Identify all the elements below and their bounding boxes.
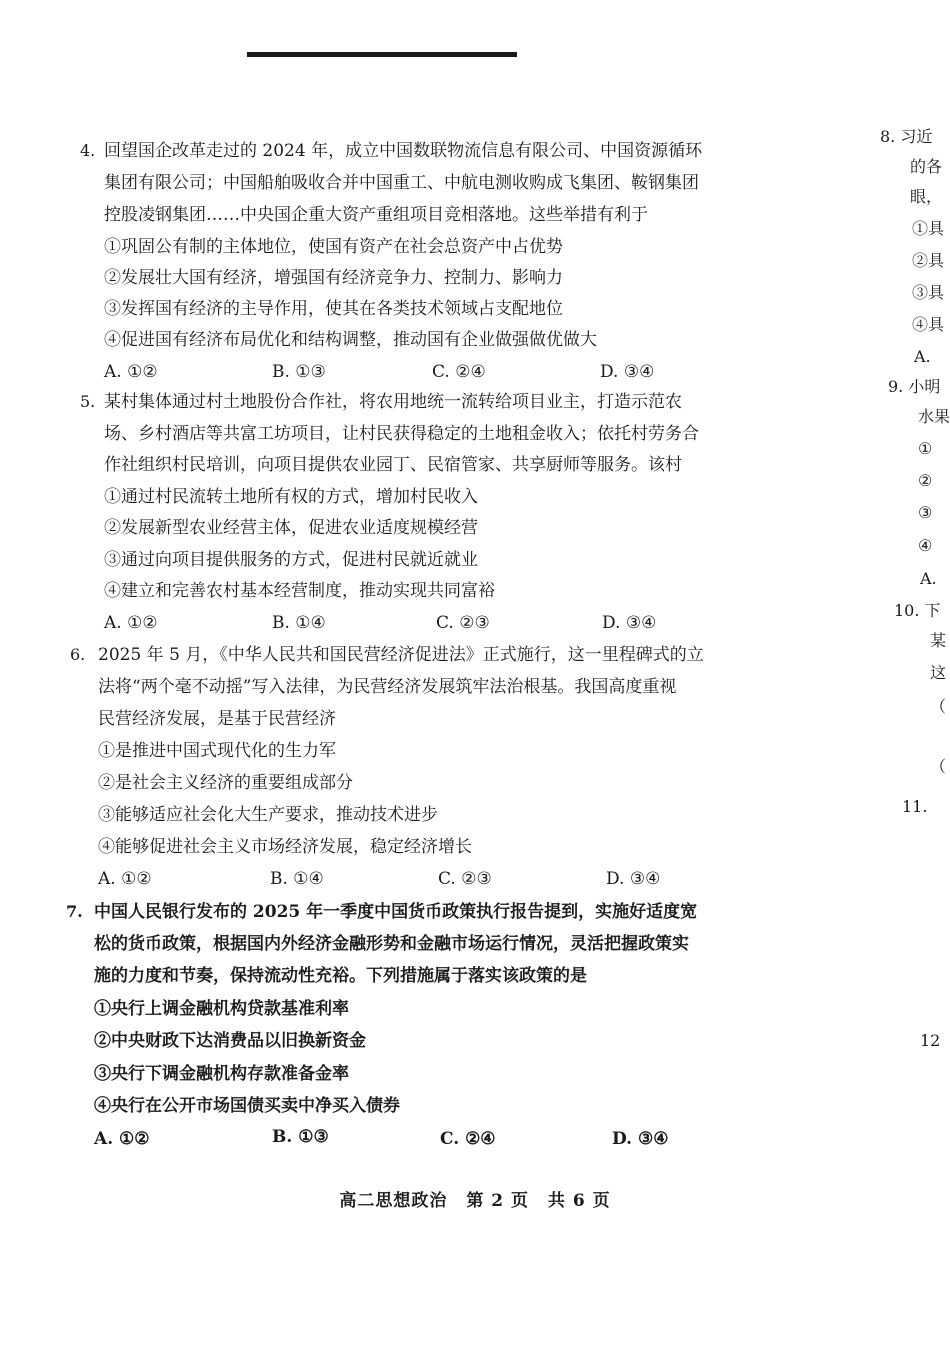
question-stem-line: 集团有限公司；中国船舶吸收合并中国重工、中航电测收购成飞集团、鞍钢集团 bbox=[104, 173, 699, 193]
answer-choice-b: B. ①③ bbox=[272, 362, 326, 382]
answer-choice-b: B. ①③ bbox=[272, 1127, 329, 1147]
answer-choice-d: D. ③④ bbox=[612, 1129, 669, 1149]
question-stem-line: 法将“两个毫不动摇”写入法律，为民营经济发展筑牢法治根基。我国高度重视 bbox=[98, 677, 677, 697]
option-statement: ③发挥国有经济的主导作用，使其在各类技术领域占支配地位 bbox=[104, 299, 563, 319]
question-stem-line: 作社组织村民培训，向项目提供农业园丁、民宿管家、共享厨师等服务。该村 bbox=[104, 455, 682, 475]
page-footer bbox=[0, 1186, 950, 1211]
answer-choice-c: C. ②③ bbox=[438, 869, 492, 889]
option-statement: ③央行下调金融机构存款准备金率 bbox=[94, 1064, 349, 1084]
answer-choice-a: A. ①② bbox=[104, 362, 158, 382]
footer-page-number: 第 2 页 bbox=[466, 1191, 529, 1211]
edge-text: 11. bbox=[902, 797, 928, 816]
answer-choice-b: B. ①④ bbox=[272, 613, 326, 633]
question-stem-line: 场、乡村酒店等共富工坊项目，让村民获得稳定的土地租金收入；依托村劳务合 bbox=[104, 424, 699, 444]
question-stem-line: 控股凌钢集团……中央国企重大资产重组项目竞相落地。这些举措有利于 bbox=[104, 205, 648, 225]
edge-text: 的各 bbox=[910, 157, 943, 176]
edge-text: （ bbox=[930, 757, 947, 776]
edge-text: ②具 bbox=[912, 251, 945, 270]
option-statement: ④建立和完善农村基本经营制度，推动实现共同富裕 bbox=[104, 581, 495, 601]
answer-choice-a: A. ①② bbox=[104, 613, 158, 633]
edge-text: 这 bbox=[930, 663, 947, 682]
question-stem-line: 中国人民银行发布的 2025 年一季度中国货币政策执行报告提到，实施好适度宽 bbox=[94, 902, 698, 922]
edge-text: 12 bbox=[920, 1031, 941, 1050]
question-number: 5. bbox=[80, 392, 96, 411]
edge-text: （ bbox=[930, 697, 947, 716]
answer-choice-d: D. ③④ bbox=[602, 613, 657, 633]
question-number: 7. bbox=[66, 902, 83, 921]
edge-text: 9. 小明 bbox=[888, 377, 941, 396]
answer-choice-c: C. ②④ bbox=[440, 1129, 496, 1149]
edge-text: ② bbox=[918, 471, 933, 490]
edge-text: 水果 bbox=[918, 407, 950, 426]
edge-text: ③具 bbox=[912, 283, 945, 302]
option-statement: ③能够适应社会化大生产要求，推动技术进步 bbox=[98, 805, 438, 825]
answer-choice-d: D. ③④ bbox=[606, 869, 661, 889]
option-statement: ②发展壮大国有经济，增强国有经济竞争力、控制力、影响力 bbox=[104, 268, 563, 288]
edge-text: ①具 bbox=[912, 219, 945, 238]
edge-text: ① bbox=[918, 439, 933, 458]
edge-text: ④ bbox=[918, 536, 933, 555]
question-stem-line: 施的力度和节奏，保持流动性充裕。下列措施属于落实该政策的是 bbox=[94, 966, 587, 986]
answer-choice-b: B. ①④ bbox=[270, 869, 324, 889]
footer-total-pages: 共 6 页 bbox=[547, 1191, 611, 1211]
answer-choice-a: A. ①② bbox=[98, 869, 152, 889]
answer-choice-d: D. ③④ bbox=[600, 362, 655, 382]
option-statement: ①是推进中国式现代化的生力军 bbox=[98, 741, 336, 761]
option-statement: ④促进国有经济布局优化和结构调整，推动国有企业做强做优做大 bbox=[104, 330, 597, 350]
edge-text: A. bbox=[914, 347, 931, 366]
option-statement: ②中央财政下达消费品以旧换新资金 bbox=[94, 1031, 366, 1051]
edge-text: ③ bbox=[918, 503, 933, 522]
answer-choice-c: C. ②④ bbox=[432, 362, 486, 382]
footer-subject: 高二思想政治 bbox=[339, 1191, 448, 1211]
option-statement: ③通过向项目提供服务的方式，促进村民就近就业 bbox=[104, 550, 478, 570]
option-statement: ①通过村民流转土地所有权的方式，增加村民收入 bbox=[104, 487, 478, 507]
edge-text: 眼， bbox=[910, 187, 943, 206]
top-rule bbox=[247, 52, 517, 57]
answer-choice-c: C. ②③ bbox=[436, 613, 490, 633]
edge-text: 某 bbox=[930, 631, 947, 650]
question-stem-line: 2025 年 5 月，《中华人民共和国民营经济促进法》正式施行，这一里程碑式的立 bbox=[98, 645, 704, 665]
question-number: 4. bbox=[80, 141, 96, 160]
question-stem-line: 松的货币政策，根据国内外经济金融形势和金融市场运行情况，灵活把握政策实 bbox=[94, 934, 689, 954]
option-statement: ①巩固公有制的主体地位，使国有资产在社会总资产中占优势 bbox=[104, 237, 563, 257]
option-statement: ②是社会主义经济的重要组成部分 bbox=[98, 773, 353, 793]
edge-text: 8. 习近 bbox=[880, 127, 933, 146]
answer-choice-a: A. ①② bbox=[94, 1129, 150, 1149]
question-stem-line: 民营经济发展，是基于民营经济 bbox=[98, 709, 336, 729]
option-statement: ①央行上调金融机构贷款基准利率 bbox=[94, 999, 349, 1019]
question-stem-line: 某村集体通过村土地股份合作社，将农用地统一流转给项目业主，打造示范农 bbox=[104, 392, 682, 412]
edge-text: 10. 下 bbox=[894, 601, 941, 620]
question-number: 6. bbox=[70, 645, 86, 664]
option-statement: ④央行在公开市场国债买卖中净买入债券 bbox=[94, 1096, 400, 1116]
option-statement: ④能够促进社会主义市场经济发展，稳定经济增长 bbox=[98, 837, 472, 857]
option-statement: ②发展新型农业经营主体，促进农业适度规模经营 bbox=[104, 518, 478, 538]
question-stem-line: 回望国企改革走过的 2024 年，成立中国数联物流信息有限公司、中国资源循环 bbox=[104, 141, 703, 161]
edge-text: ④具 bbox=[912, 315, 945, 334]
edge-text: A. bbox=[920, 569, 937, 588]
adjacent-page-edge bbox=[878, 0, 950, 1345]
